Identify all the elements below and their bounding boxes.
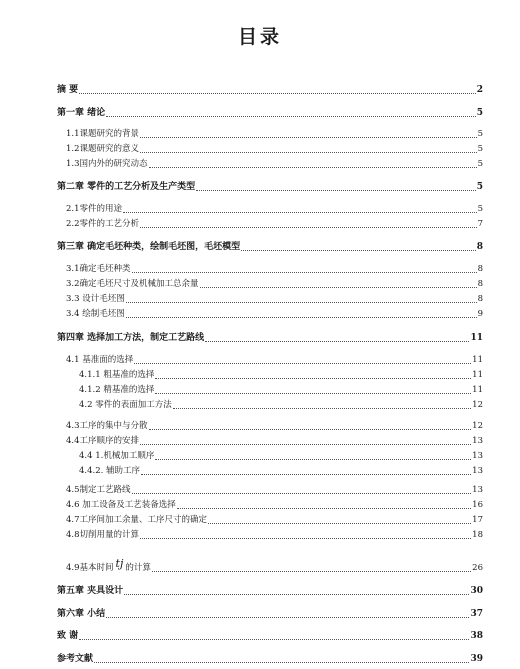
toc-entry-page-number: 5: [476, 182, 483, 192]
toc-entry-label: 参考文献: [57, 654, 94, 664]
toc-entry[interactable]: [57, 628, 483, 642]
toc-entry-page-number: 5: [477, 159, 483, 169]
toc-entry[interactable]: [66, 201, 483, 215]
dot-leader: [140, 227, 477, 228]
toc-entry[interactable]: [66, 352, 483, 366]
toc-entry-label: 4.4.2. 辅助工序: [79, 466, 141, 476]
toc-entry-page-number: 5: [477, 129, 483, 139]
toc-entry[interactable]: [79, 463, 483, 477]
toc-entry-label: 1.3国内外的研究动态: [66, 159, 148, 169]
dot-leader: [196, 190, 476, 191]
toc-entry-label: 第五章 夹具设计: [57, 586, 124, 596]
dot-leader: [79, 93, 476, 94]
toc-entry-label: 2.2零件的工艺分析: [66, 219, 140, 229]
toc-entry[interactable]: [57, 330, 483, 344]
page-title: 目录: [237, 26, 282, 48]
toc-entry-label: 4.6 加工设备及工艺装备选择: [66, 500, 176, 510]
dot-leader: [200, 287, 477, 288]
time-symbol: tj: [115, 557, 124, 570]
toc-entry[interactable]: [66, 497, 483, 511]
toc-entry-label: 4.5制定工艺路线: [66, 485, 131, 495]
toc-entry-label: 2.1零件的用途: [66, 204, 123, 214]
toc-entry-label: 4.1.2 精基准的选择: [79, 385, 155, 395]
toc-entry-page-number: 13: [472, 485, 483, 495]
toc-entry-label: 4.1.1 粗基准的选择: [79, 370, 155, 380]
toc-entry-page-number: 37: [470, 609, 483, 619]
dot-leader: [205, 341, 469, 342]
toc-entry[interactable]: [66, 156, 483, 170]
toc-entry-label: 1.1课题研究的背景: [66, 129, 140, 139]
toc-entry-page-number: 38: [470, 631, 483, 641]
toc-entry-page-number: 8: [477, 294, 483, 304]
toc-entry-label: 致 谢: [57, 631, 79, 641]
dot-leader: [140, 444, 471, 445]
toc-entry[interactable]: [66, 433, 483, 447]
dot-leader: [155, 378, 471, 379]
toc-entry[interactable]: [66, 306, 483, 320]
dot-leader: [208, 523, 471, 524]
toc-entry[interactable]: [57, 583, 483, 597]
toc-entry-label: 4.4 1.机械加工顺序: [79, 451, 155, 461]
toc-entry-page-number: 11: [472, 355, 483, 365]
toc-entry[interactable]: [66, 141, 483, 155]
dot-leader: [126, 302, 477, 303]
toc-entry[interactable]: [57, 82, 483, 96]
toc-entry[interactable]: [66, 418, 483, 432]
dot-leader: [106, 116, 476, 117]
toc-entry-page-number: 2: [476, 85, 483, 95]
toc-entry[interactable]: [66, 554, 483, 574]
toc-entry[interactable]: [66, 216, 483, 230]
dot-leader: [106, 617, 469, 618]
toc-entry-label: 第二章 零件的工艺分析及生产类型: [57, 182, 196, 192]
toc-entry-page-number: 12: [472, 400, 483, 410]
dot-leader: [94, 662, 469, 663]
toc-entry-label-suffix: 的计算: [125, 563, 151, 573]
dot-leader: [134, 363, 471, 364]
toc-entry-page-number: 5: [477, 144, 483, 154]
dot-leader: [124, 594, 469, 595]
toc-entry-page-number: 26: [472, 563, 483, 573]
toc-entry-page-number: 5: [476, 108, 483, 118]
toc-entry[interactable]: [79, 397, 483, 411]
toc-entry[interactable]: [66, 482, 483, 496]
dot-leader: [149, 429, 472, 430]
toc-entry-page-number: 16: [472, 500, 483, 510]
toc-entry-label: 4.2 零件的表面加工方法: [79, 400, 172, 410]
dot-leader: [79, 639, 469, 640]
toc-entry-page-number: 13: [472, 436, 483, 446]
toc-entry-label: 第三章 确定毛坯种类，绘制毛坯图，毛坯模型: [57, 242, 241, 252]
dot-leader: [155, 393, 471, 394]
toc-entry-page-number: 11: [472, 370, 483, 380]
dot-leader: [141, 474, 471, 475]
toc-entry[interactable]: [66, 276, 483, 290]
toc-entry-page-number: 12: [472, 421, 483, 431]
toc-entry-label: 4.3工序的集中与分散: [66, 421, 148, 431]
toc-entry-label: 第六章 小结: [57, 609, 106, 619]
toc-entry-page-number: 9: [477, 309, 483, 319]
toc-entry-label: 1.2课题研究的意义: [66, 144, 140, 154]
dot-leader: [241, 250, 476, 251]
toc-entry-label: 第一章 绪论: [57, 108, 106, 118]
toc-entry-page-number: 5: [477, 204, 483, 214]
toc-entry-page-number: 30: [470, 586, 483, 596]
toc-entry[interactable]: [57, 239, 483, 253]
toc-entry-page-number: 39: [470, 654, 483, 664]
toc-entry[interactable]: [79, 382, 483, 396]
toc-entry-label: 4.4工序顺序的安排: [66, 436, 140, 446]
toc-entry-label: 3.4 绘制毛坯图: [66, 309, 125, 319]
dot-leader: [140, 538, 471, 539]
toc-entry[interactable]: [66, 291, 483, 305]
toc-entry-label: 摘 要: [57, 85, 79, 95]
dot-leader: [152, 571, 471, 572]
dot-leader: [132, 493, 472, 494]
toc-entry[interactable]: [79, 367, 483, 381]
toc-entry-page-number: 7: [477, 219, 483, 229]
toc-entry-label: 3.1确定毛坯种类: [66, 264, 131, 274]
toc-entry[interactable]: [66, 261, 483, 275]
toc-entry[interactable]: [66, 527, 483, 541]
toc-entry-label: 3.3 设计毛坯图: [66, 294, 125, 304]
toc-entry[interactable]: [57, 179, 483, 193]
toc-entry-page-number: 8: [476, 242, 483, 252]
toc-entry-label: 4.7工序间加工余量、工序尺寸的确定: [66, 515, 208, 525]
dot-leader: [140, 152, 477, 153]
toc-entry[interactable]: [57, 651, 483, 665]
toc-entry[interactable]: [66, 512, 483, 526]
toc-entry-label: 3.2确定毛坯尺寸及机械加工总余量: [66, 279, 199, 289]
toc-entry-page-number: 18: [472, 530, 483, 540]
toc-entry-label: 4.1 基准面的选择: [66, 355, 134, 365]
toc-entry-page-number: 8: [477, 279, 483, 289]
dot-leader: [126, 317, 477, 318]
toc-entry-label: 4.9基本时间: [66, 563, 114, 573]
toc-entry[interactable]: [57, 105, 483, 119]
dot-leader: [149, 167, 477, 168]
dot-leader: [132, 272, 477, 273]
toc-entry-label: 4.8切削用量的计算: [66, 530, 140, 540]
toc-entry[interactable]: [66, 126, 483, 140]
dot-leader: [140, 137, 477, 138]
dot-leader: [155, 459, 471, 460]
dot-leader: [177, 508, 471, 509]
toc-entry-page-number: 11: [472, 385, 483, 395]
toc-entry-page-number: 13: [472, 451, 483, 461]
toc-entry-page-number: 8: [477, 264, 483, 274]
toc-entry[interactable]: [79, 448, 483, 462]
toc-entry-label: 第四章 选择加工方法，制定工艺路线: [57, 333, 205, 343]
dot-leader: [173, 408, 471, 409]
toc-entry-page-number: 11: [470, 333, 483, 343]
dot-leader: [123, 212, 477, 213]
toc-entry-page-number: 17: [472, 515, 483, 525]
toc-entry[interactable]: [57, 606, 483, 620]
toc-entry-page-number: 13: [472, 466, 483, 476]
